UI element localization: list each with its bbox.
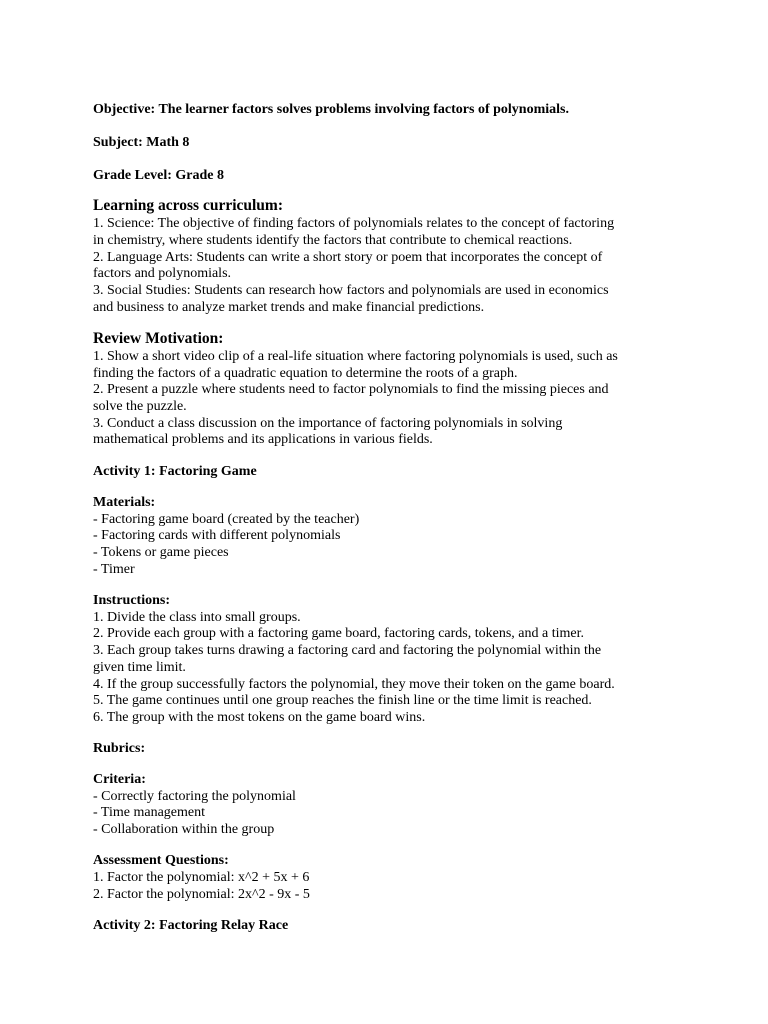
assessment-item: 2. Factor the polynomial: 2x^2 - 9x - 5 (93, 887, 310, 902)
instructions-heading: Instructions: (93, 593, 171, 608)
assessment-heading: Assessment Questions: (93, 853, 229, 868)
learning-line: 2. Language Arts: Students can write a short story or poem that incorporates the concept of (93, 250, 603, 265)
activity2-title: Activity 2: Factoring Relay Race (93, 918, 289, 933)
instruction-line: 4. If the group successfully factors the polynomial, they move their token on the game board. (93, 677, 615, 692)
criteria-item: - Time management (93, 805, 205, 820)
review-line: finding the factors of a quadratic equation to determine the roots of a graph. (93, 366, 518, 381)
instruction-line: 2. Provide each group with a factoring game board, factoring cards, tokens, and a timer. (93, 626, 585, 641)
criteria-heading: Criteria: (93, 772, 146, 787)
instruction-line: 6. The group with the most tokens on the game board wins. (93, 710, 426, 725)
criteria-item: - Collaboration within the group (93, 822, 275, 837)
material-item: - Factoring game board (created by the teacher) (93, 512, 360, 527)
instruction-line: 5. The game continues until one group reaches the finish line or the time limit is reached. (93, 693, 592, 708)
grade-level-line: Grade Level: Grade 8 (93, 168, 225, 183)
review-line: mathematical problems and its applications in various fields. (93, 432, 433, 447)
activity1-title: Activity 1: Factoring Game (93, 464, 257, 479)
learning-line: 1. Science: The objective of finding factors of polynomials relates to the concept of factoring (93, 216, 615, 231)
criteria-item: - Correctly factoring the polynomial (93, 789, 296, 804)
instruction-line: 1. Divide the class into small groups. (93, 610, 301, 625)
review-motivation-heading: Review Motivation: (93, 330, 224, 347)
instruction-line: 3. Each group takes turns drawing a factoring card and factoring the polynomial within the (93, 643, 602, 658)
objective-heading: Objective: The learner factors solves problems involving factors of polynomials. (93, 102, 569, 117)
review-line: 1. Show a short video clip of a real-life situation where factoring polynomials is used, such as (93, 349, 618, 364)
review-line: 2. Present a puzzle where students need to factor polynomials to find the missing pieces and (93, 382, 609, 397)
learning-line: factors and polynomials. (93, 266, 232, 281)
learning-line: and business to analyze market trends and make financial predictions. (93, 300, 485, 315)
learning-line: 3. Social Studies: Students can research how factors and polynomials are used in economics (93, 283, 609, 298)
review-line: 3. Conduct a class discussion on the importance of factoring polynomials in solving (93, 416, 563, 431)
subject-line: Subject: Math 8 (93, 135, 190, 150)
rubrics-heading: Rubrics: (93, 741, 146, 756)
learning-across-heading: Learning across curriculum: (93, 197, 284, 214)
material-item: - Timer (93, 562, 135, 577)
review-line: solve the puzzle. (93, 399, 187, 414)
material-item: - Tokens or game pieces (93, 545, 229, 560)
instruction-line: given time limit. (93, 660, 186, 675)
assessment-item: 1. Factor the polynomial: x^2 + 5x + 6 (93, 870, 310, 885)
material-item: - Factoring cards with different polynomials (93, 528, 341, 543)
learning-line: in chemistry, where students identify the factors that contribute to chemical reactions. (93, 233, 573, 248)
materials-heading: Materials: (93, 495, 156, 510)
